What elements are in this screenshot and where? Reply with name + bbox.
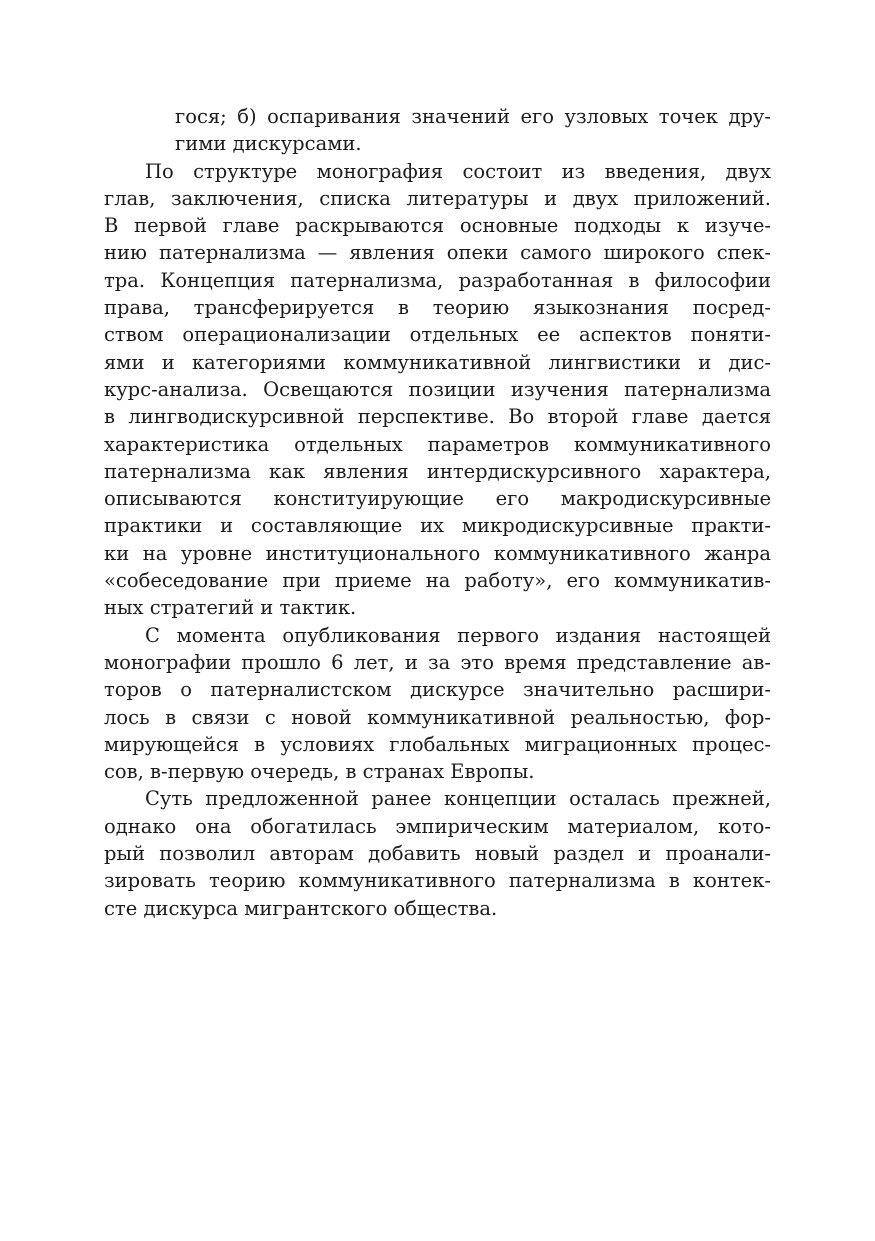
text-line: сте дискурса мигрантского общества. [104, 896, 498, 920]
paragraph-new-edition [104, 622, 771, 786]
text-line: торов о патерналистском дискурсе значительно расшири- [104, 678, 771, 702]
text-line: «собеседование при приеме на работу», его коммуникатив- [104, 569, 771, 593]
text-line: курс-анализа. Освещаются позиции изучения патернализма [104, 377, 771, 401]
text-line: права, трансферируется в теорию языкознания посред- [104, 296, 771, 320]
text-line: монографии прошло 6 лет, и за это время представление ав- [104, 650, 771, 674]
list-continuation [104, 103, 771, 158]
text-line: С момента опубликования первого издания настоящей [145, 623, 771, 647]
text-line: зировать теорию коммуникативного патернализма в контек- [104, 869, 771, 893]
text-line: ки на уровне институционального коммуникативного жанра [104, 541, 771, 565]
document-page [104, 103, 771, 922]
text-line: мирующейся в условиях глобальных миграционных процес- [104, 732, 771, 756]
text-line: ных стратегий и тактик. [104, 596, 357, 620]
text-line: В первой главе раскрываются основные подходы к изуче- [104, 214, 771, 238]
text-line: глав, заключения, списка литературы и двух приложений. [104, 186, 771, 210]
text-line: По структуре монография состоит из введения, двух [145, 159, 771, 183]
paragraph-structure [104, 158, 771, 622]
text-line: гими дискурсами. [175, 132, 362, 156]
text-line: в лингводискурсивной перспективе. Во второй главе дается [104, 405, 771, 429]
text-line: ями и категориями коммуникативной лингвистики и дис- [104, 350, 771, 374]
text-line: однако она обогатилась эмпирическим материалом, кото- [104, 814, 771, 838]
text-line: нию патернализма — явления опеки самого широкого спек- [104, 241, 771, 265]
text-line: характеристика отдельных параметров коммуникативного [104, 432, 771, 456]
text-line: тра. Концепция патернализма, разработанная в философии [104, 268, 771, 292]
paragraph-concept [104, 785, 771, 921]
text-line: Суть предложенной ранее концепции осталась прежней, [145, 787, 771, 811]
text-line: описываются конституирующие его макродискурсивные [104, 487, 771, 511]
text-line: ством операционализации отдельных ее аспектов поняти- [104, 323, 771, 347]
text-line: сов, в-первую очередь, в странах Европы. [104, 760, 535, 784]
text-line: гося; б) оспаривания значений его узловых точек дру- [175, 105, 771, 128]
text-line: рый позволил авторам добавить новый раздел и проанали- [104, 842, 771, 866]
text-line: практики и составляющие их микродискурсивные практи- [104, 514, 771, 538]
text-line: лось в связи с новой коммуникативной реальностью, фор- [104, 705, 771, 729]
text-line: патернализма как явления интердискурсивного характера, [104, 459, 771, 483]
